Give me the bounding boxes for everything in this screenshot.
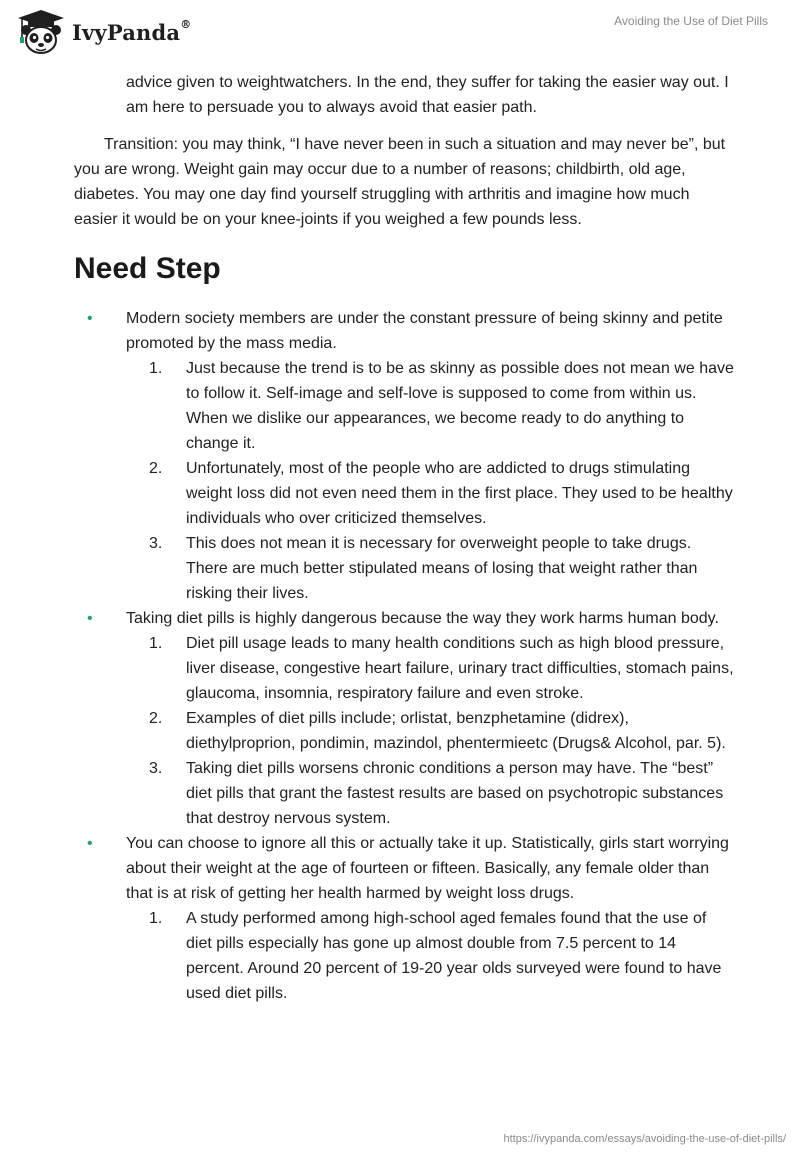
list-item	[126, 456, 734, 531]
list-item	[74, 306, 734, 606]
item-number: 1.	[149, 910, 163, 927]
item-number: 1.	[149, 360, 163, 377]
brand-name	[72, 17, 192, 45]
list-item	[126, 706, 734, 756]
item-text: Unfortunately, most of the people who are addicted to drugs stimulating weight loss did not even need them in the first place. They used to be healthy individuals who over criticized themselves.	[186, 460, 733, 527]
brand-label: IvyPanda	[72, 19, 181, 45]
item-text: This does not mean it is necessary for overweight people to take drugs. There are much better stipulated means of losing that weight rather than risking their lives.	[186, 535, 698, 602]
list-item	[126, 756, 734, 831]
bullet-icon: •	[87, 610, 93, 627]
bullet-icon: •	[87, 310, 93, 327]
bullet-list	[74, 306, 734, 1006]
list-item	[74, 606, 734, 831]
section-heading: Need Step	[74, 252, 221, 285]
item-number: 3.	[149, 760, 163, 777]
registered-mark: ®	[180, 17, 192, 31]
ivypanda-logo[interactable]	[14, 8, 191, 56]
bullet-text: Modern society members are under the constant pressure of being skinny and petite promoted by the mass media.	[126, 310, 723, 352]
bullet-icon: •	[87, 835, 93, 852]
numbered-list	[126, 906, 734, 1006]
bullet-text: Taking diet pills is highly dangerous because the way they work harms human body.	[126, 610, 719, 627]
item-text: Examples of diet pills include; orlistat, benzphetamine (didrex), diethylproprion, pondimin, mazindol, phentermieetc (Drugs& Alcohol, par. 5).	[186, 710, 726, 752]
list-item	[74, 831, 734, 1006]
transition-paragraph: Transition: you may think, “I have never been in such a situation and may never be”, but you are wrong. Weight gain may occur due to a number of reasons; childbirth, old age, diabetes. You may one day find yourself struggling with arthritis and imagine how much easier it would be on your knee-joints if you weighed a few pounds less.	[74, 136, 726, 228]
item-number: 2.	[149, 460, 163, 477]
essay-content	[74, 70, 734, 1006]
item-number: 1.	[149, 635, 163, 652]
list-item	[126, 356, 734, 456]
list-item	[126, 906, 734, 1006]
item-number: 3.	[149, 535, 163, 552]
source-url[interactable]: https://ivypanda.com/essays/avoiding-the-use-of-diet-pills/	[503, 1133, 786, 1145]
page-title: Avoiding the Use of Diet Pills	[614, 14, 768, 28]
item-text: Just because the trend is to be as skinny as possible does not mean we have to follow it. Self-image and self-love is supposed to come from within us. When we dislike our appearances, we become ready to do anything to change it.	[186, 360, 734, 452]
continued-paragraph: advice given to weightwatchers. In the end, they suffer for taking the easier way out. I am here to persuade you to always avoid that easier path.	[126, 74, 729, 116]
item-text: A study performed among high-school aged females found that the use of diet pills especially has gone up almost double from 7.5 percent to 14 percent. Around 20 percent of 19-20 year olds surveyed were found to have used diet pills.	[186, 910, 722, 1002]
list-item	[126, 531, 734, 606]
bullet-text: You can choose to ignore all this or actually take it up. Statistically, girls start worrying about their weight at the age of fourteen or fifteen. Basically, any female older than that is at risk of getting her health harmed by weight loss drugs.	[126, 835, 729, 902]
numbered-list	[126, 631, 734, 831]
item-text: Diet pill usage leads to many health conditions such as high blood pressure, liver disease, congestive heart failure, urinary tract difficulties, stomach pains, glaucoma, insomnia, respiratory failure and even stroke.	[186, 635, 734, 702]
item-number: 2.	[149, 710, 163, 727]
page-header	[0, 0, 800, 60]
numbered-list	[126, 356, 734, 606]
item-text: Taking diet pills worsens chronic conditions a person may have. The “best” diet pills that grant the fastest results are based on psychotropic substances that destroy nervous system.	[186, 760, 724, 827]
panda-graduate-icon	[14, 8, 68, 56]
list-item	[126, 631, 734, 706]
